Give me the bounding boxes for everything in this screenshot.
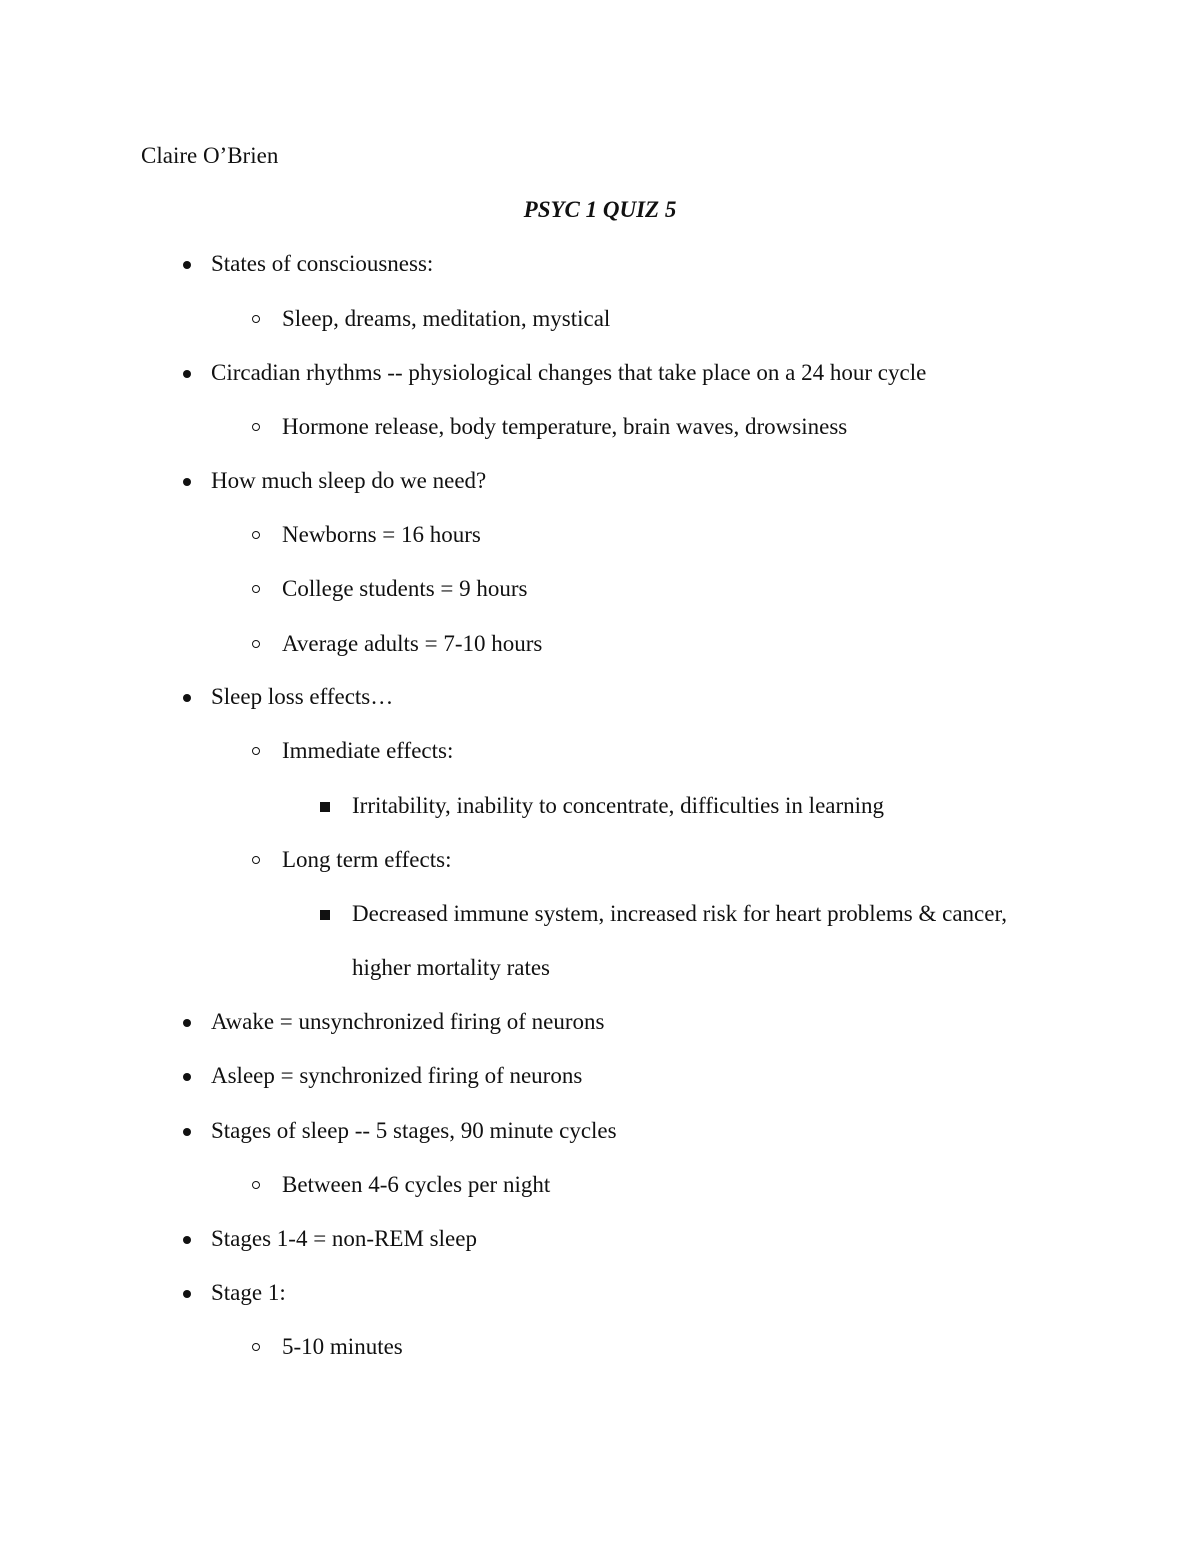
list-item-text: Stage 1: xyxy=(211,1280,286,1305)
list-item-text: Circadian rhythms -- physiological changes that take place on a 24 hour cycle xyxy=(211,360,927,385)
list-item-text: Sleep, dreams, meditation, mystical xyxy=(282,306,611,331)
list-item-text: How much sleep do we need? xyxy=(211,468,487,493)
hollow-circle-bullet-icon xyxy=(252,1343,260,1351)
list-item-text: States of consciousness: xyxy=(211,251,434,276)
filled-circle-bullet-icon xyxy=(183,694,191,702)
filled-circle-bullet-icon xyxy=(183,1236,191,1244)
list-item xyxy=(352,792,884,820)
list-item-continuation xyxy=(352,954,550,982)
hollow-circle-bullet-icon xyxy=(252,747,260,755)
filled-circle-bullet-icon xyxy=(183,1073,191,1081)
hollow-circle-bullet-icon xyxy=(252,315,260,323)
list-item xyxy=(282,1171,550,1199)
list-item-text: Irritability, inability to concentrate, difficulties in learning xyxy=(352,793,885,818)
list-item-text: Decreased immune system, increased risk for heart problems & cancer, xyxy=(352,901,1007,926)
filled-circle-bullet-icon xyxy=(183,1128,191,1136)
list-item-text: Stages of sleep -- 5 stages, 90 minute cycles xyxy=(211,1118,617,1143)
list-item xyxy=(282,630,542,658)
filled-circle-bullet-icon xyxy=(183,261,191,269)
filled-circle-bullet-icon xyxy=(183,1019,191,1027)
filled-circle-bullet-icon xyxy=(183,370,191,378)
list-item xyxy=(282,575,528,603)
list-item xyxy=(211,1117,617,1145)
square-bullet-icon xyxy=(320,910,330,920)
list-item xyxy=(282,521,481,549)
list-item xyxy=(282,846,451,874)
list-item-text: Asleep = synchronized firing of neurons xyxy=(211,1063,583,1088)
square-bullet-icon xyxy=(320,802,330,812)
list-item-text: College students = 9 hours xyxy=(282,576,528,601)
list-item xyxy=(352,900,1007,928)
list-item xyxy=(211,1008,604,1036)
hollow-circle-bullet-icon xyxy=(252,531,260,539)
filled-circle-bullet-icon xyxy=(183,1290,191,1298)
list-item xyxy=(282,413,847,441)
list-item-text: Hormone release, body temperature, brain waves, drowsiness xyxy=(282,414,848,439)
list-item xyxy=(211,683,393,711)
list-item xyxy=(211,1225,477,1253)
list-item-text: higher mortality rates xyxy=(352,955,550,980)
list-item-text: 5-10 minutes xyxy=(282,1334,403,1359)
author-name: Claire O’Brien xyxy=(141,143,279,168)
list-item-text: Newborns = 16 hours xyxy=(282,522,481,547)
list-item xyxy=(282,305,610,333)
hollow-circle-bullet-icon xyxy=(252,640,260,648)
filled-circle-bullet-icon xyxy=(183,478,191,486)
list-item xyxy=(211,250,433,278)
list-item-text: Sleep loss effects… xyxy=(211,684,394,709)
hollow-circle-bullet-icon xyxy=(252,585,260,593)
hollow-circle-bullet-icon xyxy=(252,1181,260,1189)
list-item-text: Immediate effects: xyxy=(282,738,454,763)
list-item xyxy=(211,1062,582,1090)
list-item xyxy=(211,1279,286,1307)
list-item-text: Long term effects: xyxy=(282,847,452,872)
list-item-text: Between 4-6 cycles per night xyxy=(282,1172,551,1197)
hollow-circle-bullet-icon xyxy=(252,856,260,864)
list-item xyxy=(282,1333,403,1361)
list-item-text: Awake = unsynchronized firing of neurons xyxy=(211,1009,605,1034)
list-item-text: Stages 1-4 = non-REM sleep xyxy=(211,1226,477,1251)
hollow-circle-bullet-icon xyxy=(252,423,260,431)
list-item xyxy=(211,359,926,387)
list-item xyxy=(282,737,453,765)
document-title: PSYC 1 QUIZ 5 xyxy=(523,197,677,222)
list-item xyxy=(211,467,486,495)
list-item-text: Average adults = 7-10 hours xyxy=(282,631,543,656)
